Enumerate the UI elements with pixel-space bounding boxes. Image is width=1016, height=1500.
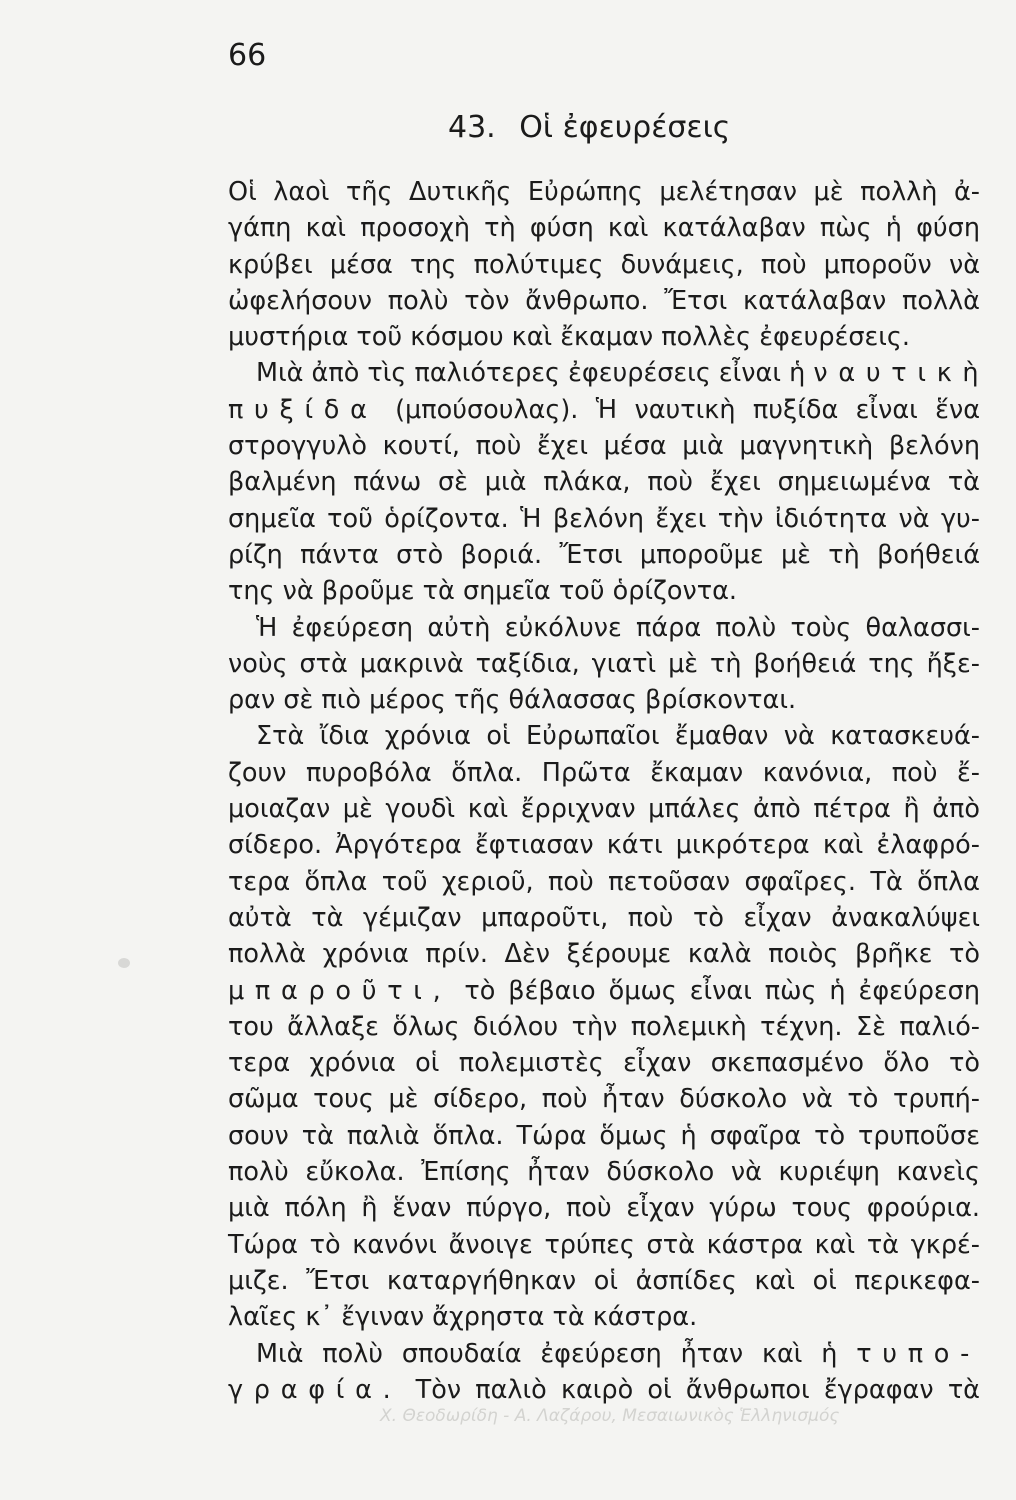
text-line: νοὺς στὰ μακρινὰ ταξίδια, γιατὶ μὲ τὴ βοήθειά της ἤξε- [228,648,980,679]
chapter-heading [448,110,730,145]
text-line [228,1372,980,1408]
text-line: Τώρα τὸ κανόνι ἄνοιγε τρύπες στὰ κάστρα καὶ τὰ γκρέ- [228,1229,980,1260]
text-line: σῶμα τους μὲ σίδερο, ποὺ ἦταν δύσκολο νὰ τὸ τρυπή- [228,1084,980,1115]
spaced-term: πυξίδα [228,394,378,425]
line-part: Τὸν παλιὸ καιρὸ οἱ ἄνθρωποι ἔγραφαν τὰ [415,1374,980,1405]
paper-speck [118,958,130,968]
text-line [228,1336,980,1372]
text-line: ρίζη πάντα στὸ βοριά. Ἔτσι μποροῦμε μὲ τὴ βοήθειά [228,539,980,570]
line-part: Μιὰ ἀπὸ τὶς παλιότερες ἐφευρέσεις εἶναι ἡ [256,358,806,389]
text-line: της νὰ βροῦμε τὰ σημεῖα τοῦ ὁρίζοντα. [228,576,738,607]
text-line: ζουν πυροβόλα ὅπλα. Πρῶτα ἔκαμαν κανόνια, ποὺ ἔ- [228,757,980,788]
text-line: μιζε. Ἔτσι καταργήθηκαν οἱ ἀσπίδες καὶ οἱ περικεφα- [228,1265,980,1296]
text-line: ραν σὲ πιὸ μέρος τῆς θάλασσας βρίσκονται. [228,685,797,716]
text-line: αὐτὰ τὰ γέμιζαν μπαροῦτι, ποὺ τὸ εἶχαν ἀνακαλύψει [228,902,980,933]
chapter-number: 43. [448,110,496,145]
text-line: του ἄλλαξε ὅλως διόλου τὴν πολεμικὴ τέχνη. Σὲ παλιό- [228,1011,980,1042]
text-line: σημεῖα τοῦ ὁρίζοντα. Ἡ βελόνη ἔχει τὴν ἰδιότητα νὰ γυ- [228,503,980,534]
text-line: τερα ὅπλα τοῦ χεριοῦ, ποὺ πετοῦσαν σφαῖρες. Τὰ ὅπλα [228,866,980,897]
text-line: λαῖες κ᾿ ἔγιναν ἄχρηστα τὰ κάστρα. [228,1302,698,1333]
text-line [228,973,980,1009]
line-part: Μιὰ πολὺ σπουδαία ἐφεύρεση ἦταν καὶ ἡ [256,1338,838,1369]
spaced-term: μπαροῦτι, [228,975,452,1006]
spaced-term: ναυτικὴ [813,358,990,389]
text-line: Ἡ ἐφεύρεση αὐτὴ εὐκόλυνε πάρα πολὺ τοὺς θαλασσι- [256,612,980,643]
line-part: (μπούσουλας). Ἡ ναυτικὴ πυξίδα εἶναι ἕνα [395,394,980,425]
body-text [228,174,990,1408]
text-line: γάπη καὶ προσοχὴ τὴ φύση καὶ κατάλαβαν πὼς ἡ φύση [228,213,980,244]
bleed-through-footer: Χ. Θεοδωρίδη - Α. Λαζάρου, Μεσαιωνικὸς Ἑλληνισμός [380,1406,840,1426]
text-line [228,355,990,391]
text-line: μυστήρια τοῦ κόσμου καὶ ἔκαμαν πολλὲς ἐφευρέσεις. [228,322,911,353]
page-number: 66 [228,38,267,73]
text-line: μοιαζαν μὲ γουδὶ καὶ ἔρριχναν μπάλες ἀπὸ πέτρα ἢ ἀπὸ [228,794,980,825]
text-line: στρογγυλὸ κουτί, ποὺ ἔχει μέσα μιὰ μαγνητικὴ βελόνη [228,431,980,462]
text-line: ὠφελήσουν πολὺ τὸν ἄνθρωπο. Ἔτσι κατάλαβαν πολλὰ [228,285,980,316]
text-line: βαλμένη πάνω σὲ μιὰ πλάκα, ποὺ ἔχει σημειωμένα τὰ [228,467,980,498]
spaced-term: τυπο- [856,1338,980,1369]
text-line: κρύβει μέσα της πολύτιμες δυνάμεις, ποὺ μποροῦν νὰ [228,249,980,280]
line-part: τὸ βέβαιο ὅμως εἶναι πὼς ἡ ἐφεύρεση [464,975,980,1006]
text-line: σίδερο. Ἀργότερα ἔφτιασαν κάτι μικρότερα καὶ ἐλαφρό- [228,830,980,861]
text-line: Οἱ λαοὶ τῆς Δυτικῆς Εὐρώπης μελέτησαν μὲ πολλὴ ἀ- [228,177,980,207]
spaced-term: γραφία. [228,1374,402,1405]
text-line: μιὰ πόλη ἢ ἕναν πύργο, ποὺ εἶχαν γύρω τους φρούρια. [228,1193,980,1224]
text-line: τερα χρόνια οἱ πολεμιστὲς εἶχαν σκεπασμένο ὅλο τὸ [228,1048,980,1079]
text-line: σουν τὰ παλιὰ ὅπλα. Τώρα ὅμως ἡ σφαῖρα τὸ τρυποῦσε [228,1120,980,1151]
text-line: πολλὰ χρόνια πρίν. Δὲν ξέρουμε καλὰ ποιὸς βρῆκε τὸ [228,939,980,970]
text-line: πολὺ εὔκολα. Ἐπίσης ἦταν δύσκολο νὰ κυριέψη κανεὶς [228,1157,980,1188]
text-line: Στὰ ἴδια χρόνια οἱ Εὐρωπαῖοι ἔμαθαν νὰ κατασκευά- [256,721,980,752]
chapter-title: Οἱ ἐφευρέσεις [519,110,731,145]
text-line [228,392,980,428]
